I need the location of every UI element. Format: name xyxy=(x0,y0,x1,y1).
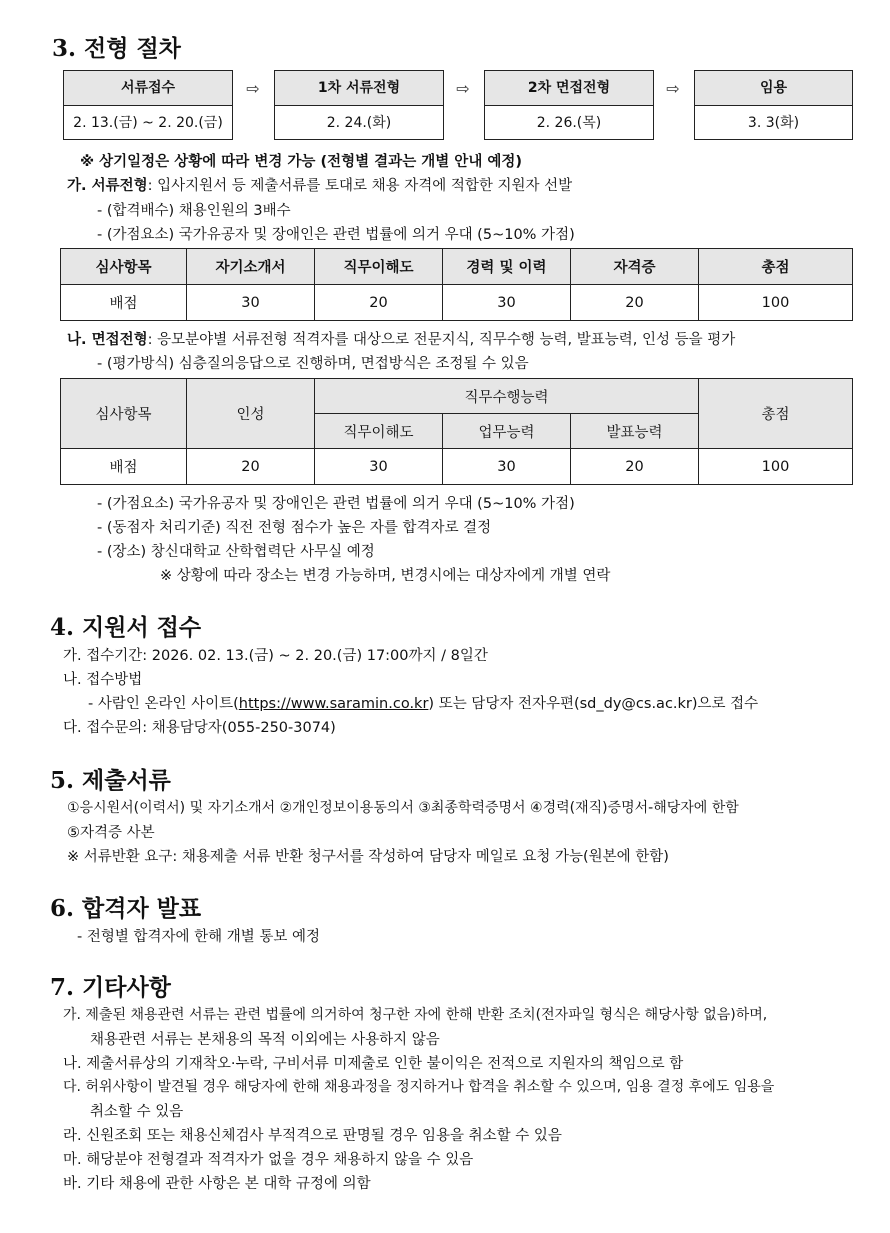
table-subheader: 직무이해도 xyxy=(315,414,443,449)
document-screening-text: : 입사지원서 등 제출서류를 토대로 채용 자격에 적합한 지원자 선발 xyxy=(147,178,573,194)
flow-step-label: 임용 xyxy=(695,71,852,106)
table-header: 인성 xyxy=(187,379,315,449)
flow-step-label: 서류접수 xyxy=(64,71,232,106)
flow-step-3 xyxy=(484,70,654,140)
announcement-line: - 전형별 합격자에 한해 개별 통보 예정 xyxy=(77,929,320,945)
table-header: 자기소개서 xyxy=(187,249,315,285)
table-subheader: 발표능력 xyxy=(571,414,699,449)
channels-suffix: ) 또는 담당자 전자우편(sd_dy@cs.ac.kr)으로 접수 xyxy=(428,696,759,712)
misc-item-2: 나. 제출서류상의 기재착오·누락, 구비서류 미제출로 인한 불이익은 전적으로 지원자의 책임으로 함 xyxy=(63,1056,684,1072)
table-cell: 30 xyxy=(443,285,571,321)
interview-screening-head: 나. 면접전형 xyxy=(67,332,148,348)
table-cell: 20 xyxy=(187,449,315,485)
arrow-right-icon: ⇨ xyxy=(246,79,260,98)
evaluation-method: - (평가방식) 심층질의응답으로 진행하며, 면접방식은 조정될 수 있음 xyxy=(97,356,529,372)
interview-screening-line xyxy=(67,328,735,349)
application-method: 나. 접수방법 xyxy=(63,672,143,688)
application-period: 가. 접수기간: 2026. 02. 13.(금) ~ 2. 20.(금) 17:00까지 / 8일간 xyxy=(63,648,488,664)
table-header-group: 직무수행능력 xyxy=(315,379,699,414)
misc-item-4: 라. 신원조회 또는 채용신체검사 부적격으로 판명될 경우 임용을 취소할 수 있음 xyxy=(63,1128,562,1144)
document-screening-line xyxy=(67,174,572,195)
flow-step-date: 2. 13.(금) ~ 2. 20.(금) xyxy=(73,115,223,131)
misc-item-1-cont: 채용관련 서류는 본채용의 목적 이외에는 사용하지 않음 xyxy=(90,1032,440,1048)
arrow-right-icon: ⇨ xyxy=(666,79,680,98)
table-cell: 30 xyxy=(187,285,315,321)
section-4-title: 4. 지원서 접수 xyxy=(50,614,202,641)
table-cell: 20 xyxy=(571,449,699,485)
table-cell: 배점 xyxy=(61,285,187,321)
misc-item-3-cont: 취소할 수 있음 xyxy=(90,1104,184,1120)
section-7-title: 7. 기타사항 xyxy=(50,974,171,1001)
table-cell: 20 xyxy=(571,285,699,321)
flow-step-2 xyxy=(274,70,444,140)
table-cell: 30 xyxy=(443,449,571,485)
misc-item-3: 다. 허위사항이 발견될 경우 해당자에 한해 채용과정을 정지하거나 합격을 취소할 수 있으며, 임용 결정 후에도 임용을 xyxy=(63,1079,775,1095)
section-6-title: 6. 합격자 발표 xyxy=(50,895,202,922)
table-header: 총점 xyxy=(699,379,853,449)
table-header: 총점 xyxy=(699,249,853,285)
flow-step-date: 2. 24.(화) xyxy=(326,115,392,131)
application-channels xyxy=(88,692,758,713)
documents-return-note: ※ 서류반환 요구: 채용제출 서류 반환 청구서를 작성하여 담당자 메일로 요청 가능(원본에 한함) xyxy=(67,849,669,865)
channels-prefix: - 사람인 온라인 사이트( xyxy=(88,696,239,712)
flow-step-label: 1차 서류전형 xyxy=(275,71,443,106)
venue: - (장소) 창신대학교 산학협력단 사무실 예정 xyxy=(97,544,375,560)
table-cell: 100 xyxy=(699,449,853,485)
flow-step-1 xyxy=(63,70,233,140)
misc-item-5: 마. 해당분야 전형결과 적격자가 없을 경우 채용하지 않을 수 있음 xyxy=(63,1152,474,1168)
flow-step-date: 2. 26.(목) xyxy=(536,115,602,131)
table-subheader: 업무능력 xyxy=(443,414,571,449)
table-header: 심사항목 xyxy=(61,379,187,449)
table-cell: 20 xyxy=(315,285,443,321)
tie-break-rule: - (동점자 처리기준) 직전 전형 점수가 높은 자를 합격자로 결정 xyxy=(97,520,492,536)
table-header: 자격증 xyxy=(571,249,699,285)
pass-multiple: - (합격배수) 채용인원의 3배수 xyxy=(97,203,291,219)
table-header: 직무이해도 xyxy=(315,249,443,285)
table-header: 심사항목 xyxy=(61,249,187,285)
table-cell: 30 xyxy=(315,449,443,485)
documents-list: ①응시원서(이력서) 및 자기소개서 ②개인정보이용동의서 ③최종학력증명서 ④경력(재직)증명서-해당자에 한함 xyxy=(67,800,739,816)
schedule-note: ※ 상기일정은 상황에 따라 변경 가능 (전형별 결과는 개별 안내 예정) xyxy=(80,154,523,170)
flow-step-label: 2차 면접전형 xyxy=(485,71,653,106)
misc-item-1: 가. 제출된 채용관련 서류는 관련 법률에 의거하여 청구한 자에 한해 반환 조치(전자파일 형식은 해당사항 없음)하며, xyxy=(63,1007,768,1023)
document-screening-head: 가. 서류전형 xyxy=(67,178,148,194)
saramin-link[interactable]: https://www.saramin.co.kr xyxy=(238,696,429,712)
document-score-table xyxy=(60,248,853,321)
interview-screening-text: : 응모분야별 서류전형 적격자를 대상으로 전문지식, 직무수행 능력, 발표능력, 인성 등을 평가 xyxy=(147,332,736,348)
bonus-points-2: - (가점요소) 국가유공자 및 장애인은 관련 법률에 의거 우대 (5~10% 가점) xyxy=(97,496,575,512)
table-cell: 배점 xyxy=(61,449,187,485)
venue-note: ※ 상황에 따라 장소는 변경 가능하며, 변경시에는 대상자에게 개별 연락 xyxy=(160,568,611,584)
application-contact: 다. 접수문의: 채용담당자(055-250-3074) xyxy=(63,720,336,736)
misc-item-6: 바. 기타 채용에 관한 사항은 본 대학 규정에 의함 xyxy=(63,1176,371,1192)
flow-step-date: 3. 3(화) xyxy=(747,115,800,131)
section-3-title: 3. 전형 절차 xyxy=(52,35,181,62)
table-header: 경력 및 이력 xyxy=(443,249,571,285)
table-cell: 100 xyxy=(699,285,853,321)
flow-step-4 xyxy=(694,70,853,140)
section-5-title: 5. 제출서류 xyxy=(50,767,171,794)
process-flow xyxy=(63,70,853,142)
documents-list-2: ⑤자격증 사본 xyxy=(67,825,155,841)
interview-score-table xyxy=(60,378,853,485)
bonus-points: - (가점요소) 국가유공자 및 장애인은 관련 법률에 의거 우대 (5~10% 가점) xyxy=(97,227,575,243)
arrow-right-icon: ⇨ xyxy=(456,79,470,98)
